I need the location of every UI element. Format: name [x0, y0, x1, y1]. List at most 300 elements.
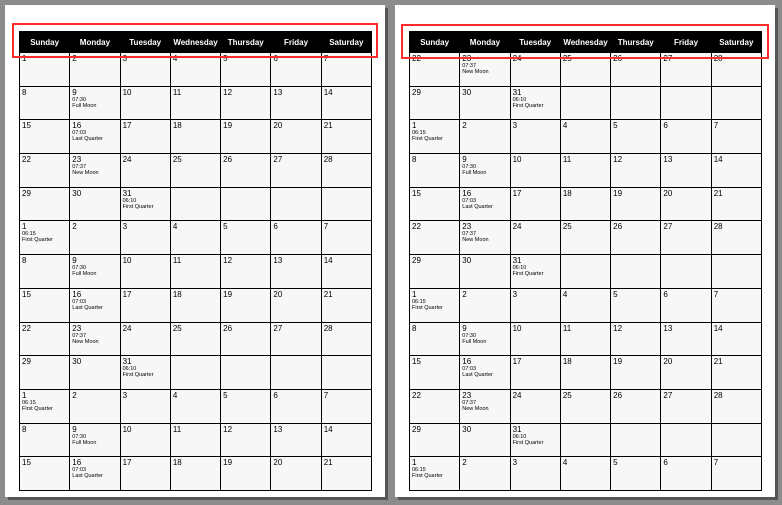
day-number: 3: [122, 390, 128, 400]
day-number: 31: [512, 424, 522, 434]
day-number: 23: [462, 390, 472, 400]
day-cell: [611, 288, 661, 322]
day-cell: [221, 120, 271, 154]
day-number: 7: [713, 458, 719, 468]
week-row: [410, 221, 762, 255]
day-cell: [20, 221, 70, 255]
empty-day-cell: [711, 423, 761, 457]
weekday-header-tuesday: Tuesday: [120, 32, 170, 53]
day-cell: [70, 187, 120, 221]
day-number: 14: [323, 424, 333, 434]
day-number: 24: [512, 222, 522, 232]
day-cell: [321, 423, 371, 457]
empty-day-cell: [321, 356, 371, 390]
empty-day-cell: [170, 187, 220, 221]
day-cell: [510, 288, 560, 322]
day-number: 31: [512, 87, 522, 97]
week-row: [410, 457, 762, 491]
day-cell: [460, 187, 510, 221]
moon-phase-time: 06:15: [412, 298, 426, 305]
day-cell: [271, 86, 321, 120]
day-number: 15: [22, 458, 31, 468]
day-cell: [460, 86, 510, 120]
moon-phase-time: 07:30: [72, 433, 87, 440]
day-number: 7: [323, 390, 329, 400]
day-number: 9: [72, 424, 77, 434]
day-cell: [410, 322, 460, 356]
day-cell: [661, 187, 711, 221]
day-cell: [170, 288, 220, 322]
day-cell: [611, 389, 661, 423]
day-cell: [70, 86, 120, 120]
day-number: 5: [613, 458, 618, 468]
empty-day-cell: [221, 356, 271, 390]
day-number: 13: [273, 424, 283, 434]
day-number: 25: [562, 54, 572, 63]
day-cell: [170, 53, 220, 87]
day-cell: [711, 288, 761, 322]
week-row: [410, 53, 762, 87]
day-number: 9: [462, 323, 467, 333]
day-number: 21: [713, 188, 723, 198]
day-cell: [661, 457, 711, 491]
day-number: 12: [223, 256, 233, 266]
day-cell: [221, 221, 271, 255]
empty-day-cell: [611, 255, 661, 289]
empty-day-cell: [560, 86, 610, 120]
day-number: 26: [613, 54, 623, 63]
day-cell: [410, 154, 460, 188]
day-number: 20: [663, 357, 673, 367]
day-cell: [70, 457, 120, 491]
day-cell: [271, 154, 321, 188]
empty-day-cell: [711, 86, 761, 120]
day-cell: [20, 423, 70, 457]
day-number: 2: [72, 54, 77, 63]
day-number: 17: [512, 357, 522, 367]
calendar-body: [20, 53, 372, 491]
week-row: [20, 86, 372, 120]
moon-phase-label: New Moon: [462, 405, 489, 412]
moon-phase-time: 07:37: [462, 399, 477, 406]
day-number: 5: [223, 222, 228, 232]
day-cell: [711, 53, 761, 87]
day-number: 9: [72, 256, 77, 266]
day-cell: [20, 389, 70, 423]
week-row: [20, 53, 372, 87]
day-number: 21: [323, 121, 333, 131]
day-cell: [271, 53, 321, 87]
day-cell: [221, 255, 271, 289]
day-cell: [170, 389, 220, 423]
day-number: 28: [713, 54, 723, 63]
day-cell: [321, 53, 371, 87]
week-row: [20, 423, 372, 457]
week-row: [20, 221, 372, 255]
moon-phase-label: Last Quarter: [72, 473, 103, 480]
day-number: 18: [562, 188, 572, 198]
day-number: 4: [172, 222, 178, 232]
week-row: [410, 322, 762, 356]
day-cell: [460, 53, 510, 87]
day-number: 7: [323, 222, 329, 232]
day-number: 4: [562, 121, 568, 131]
day-cell: [120, 288, 170, 322]
day-number: 16: [462, 357, 472, 367]
day-number: 6: [273, 390, 278, 400]
day-number: 24: [512, 54, 522, 63]
day-cell: [20, 154, 70, 188]
day-cell: [70, 322, 120, 356]
day-number: 30: [72, 357, 82, 367]
day-number: 17: [122, 289, 132, 299]
day-number: 30: [72, 188, 82, 198]
day-cell: [611, 53, 661, 87]
day-number: 13: [273, 256, 283, 266]
day-cell: [560, 457, 610, 491]
weekday-header-monday: Monday: [460, 32, 510, 53]
day-cell: [410, 356, 460, 390]
moon-phase-time: 07:37: [72, 164, 87, 171]
day-number: 3: [512, 458, 518, 468]
moon-phase-label: Last Quarter: [462, 203, 493, 210]
day-number: 10: [512, 155, 522, 165]
day-number: 15: [22, 289, 31, 299]
day-number: 16: [72, 289, 82, 299]
week-row: [20, 120, 372, 154]
day-cell: [221, 457, 271, 491]
day-number: 31: [122, 357, 132, 367]
day-cell: [170, 423, 220, 457]
day-cell: [661, 53, 711, 87]
day-cell: [410, 457, 460, 491]
day-number: 8: [412, 323, 417, 333]
day-number: 18: [172, 121, 182, 131]
day-cell: [611, 154, 661, 188]
moon-phase-label: First Quarter: [412, 304, 443, 311]
day-number: 30: [462, 424, 472, 434]
day-number: 5: [223, 54, 228, 63]
day-number: 22: [412, 54, 421, 63]
weekday-header-sunday: Sunday: [410, 32, 460, 53]
day-cell: [410, 255, 460, 289]
day-cell: [410, 120, 460, 154]
day-cell: [321, 322, 371, 356]
empty-day-cell: [611, 86, 661, 120]
day-cell: [20, 187, 70, 221]
day-number: 18: [562, 357, 572, 367]
day-cell: [321, 389, 371, 423]
day-number: 30: [462, 256, 472, 266]
day-number: 20: [663, 188, 673, 198]
day-number: 28: [713, 222, 723, 232]
week-row: [410, 288, 762, 322]
day-number: 28: [323, 323, 333, 333]
day-number: 22: [412, 390, 421, 400]
day-cell: [460, 221, 510, 255]
day-number: 8: [22, 424, 27, 434]
day-number: 18: [172, 458, 182, 468]
day-cell: [460, 389, 510, 423]
day-number: 20: [273, 289, 283, 299]
moon-phase-time: 07:03: [462, 197, 477, 204]
day-cell: [510, 423, 560, 457]
day-cell: [221, 322, 271, 356]
empty-day-cell: [271, 356, 321, 390]
day-number: 22: [22, 323, 31, 333]
day-cell: [221, 154, 271, 188]
day-number: 29: [412, 424, 421, 434]
calendar-page-2: [395, 5, 775, 497]
day-number: 14: [713, 323, 723, 333]
moon-phase-time: 06:10: [512, 96, 527, 103]
moon-phase-label: New Moon: [462, 69, 489, 75]
day-cell: [120, 389, 170, 423]
moon-phase-label: Full Moon: [462, 170, 487, 177]
day-number: 6: [273, 222, 278, 232]
day-cell: [321, 255, 371, 289]
moon-phase-time: 07:30: [72, 96, 87, 103]
moon-phase-label: New Moon: [462, 237, 489, 244]
weekday-header-row: [410, 32, 762, 53]
day-number: 2: [462, 289, 467, 299]
day-cell: [170, 154, 220, 188]
empty-day-cell: [711, 255, 761, 289]
day-cell: [661, 120, 711, 154]
moon-phase-label: Last Quarter: [462, 372, 493, 379]
day-number: 1: [22, 222, 27, 232]
day-number: 29: [22, 188, 31, 198]
day-cell: [711, 120, 761, 154]
moon-phase-label: New Moon: [72, 338, 99, 345]
day-number: 12: [613, 323, 623, 333]
weekday-header-saturday: Saturday: [321, 32, 371, 53]
week-row: [20, 255, 372, 289]
day-number: 15: [412, 188, 421, 198]
day-number: 1: [22, 54, 27, 63]
day-cell: [711, 389, 761, 423]
day-number: 5: [613, 289, 618, 299]
day-number: 25: [562, 222, 572, 232]
week-row: [410, 356, 762, 390]
moon-phase-label: Full Moon: [72, 271, 97, 278]
empty-day-cell: [271, 187, 321, 221]
day-number: 24: [122, 155, 132, 165]
day-number: 22: [22, 155, 31, 165]
day-cell: [271, 120, 321, 154]
day-number: 11: [172, 87, 182, 97]
day-cell: [70, 154, 120, 188]
day-cell: [221, 389, 271, 423]
day-cell: [20, 53, 70, 87]
day-cell: [120, 53, 170, 87]
day-cell: [120, 187, 170, 221]
day-cell: [410, 187, 460, 221]
moon-phase-label: First Quarter: [512, 102, 544, 109]
day-cell: [661, 221, 711, 255]
day-number: 17: [512, 188, 522, 198]
moon-phase-time: 07:03: [462, 366, 477, 373]
day-number: 26: [223, 155, 233, 165]
day-cell: [611, 187, 661, 221]
moon-phase-label: New Moon: [72, 170, 99, 177]
day-number: 27: [663, 390, 673, 400]
day-cell: [70, 221, 120, 255]
empty-day-cell: [221, 187, 271, 221]
week-row: [410, 389, 762, 423]
moon-phase-time: 07:30: [72, 265, 87, 272]
day-number: 5: [223, 390, 228, 400]
moon-phase-label: Full Moon: [72, 102, 97, 109]
day-number: 10: [122, 256, 132, 266]
moon-phase-label: First Quarter: [412, 136, 443, 143]
day-cell: [560, 53, 610, 87]
day-cell: [510, 255, 560, 289]
week-row: [20, 288, 372, 322]
day-number: 4: [172, 390, 178, 400]
day-number: 19: [613, 357, 623, 367]
day-number: 4: [562, 289, 568, 299]
weekday-header-wednesday: Wednesday: [170, 32, 220, 53]
week-row: [410, 154, 762, 188]
day-cell: [611, 457, 661, 491]
day-number: 9: [462, 155, 467, 165]
day-cell: [321, 120, 371, 154]
day-number: 3: [512, 289, 518, 299]
day-number: 25: [562, 390, 572, 400]
day-number: 24: [512, 390, 522, 400]
day-cell: [611, 221, 661, 255]
day-number: 15: [22, 121, 31, 131]
day-cell: [460, 457, 510, 491]
week-row: [410, 86, 762, 120]
moon-phase-label: First Quarter: [412, 473, 443, 480]
day-cell: [20, 356, 70, 390]
day-number: 7: [713, 289, 719, 299]
moon-phase-label: Full Moon: [72, 439, 97, 446]
day-cell: [321, 457, 371, 491]
day-cell: [711, 457, 761, 491]
day-cell: [611, 120, 661, 154]
day-number: 27: [663, 222, 673, 232]
day-number: 25: [172, 155, 182, 165]
day-number: 8: [412, 155, 417, 165]
day-number: 27: [273, 155, 283, 165]
day-number: 28: [323, 155, 333, 165]
day-cell: [711, 322, 761, 356]
day-cell: [70, 288, 120, 322]
moon-phase-time: 06:15: [412, 467, 426, 474]
day-cell: [170, 322, 220, 356]
day-number: 21: [323, 458, 333, 468]
day-cell: [321, 288, 371, 322]
day-cell: [510, 221, 560, 255]
day-cell: [510, 322, 560, 356]
moon-phase-time: 07:03: [72, 298, 87, 305]
day-number: 23: [462, 54, 472, 63]
moon-phase-time: 06:15: [22, 399, 36, 406]
week-row: [20, 457, 372, 491]
day-number: 26: [613, 222, 623, 232]
day-number: 1: [22, 390, 27, 400]
day-cell: [560, 120, 610, 154]
day-number: 15: [412, 357, 421, 367]
day-cell: [560, 221, 610, 255]
day-cell: [510, 356, 560, 390]
day-cell: [70, 389, 120, 423]
day-cell: [410, 53, 460, 87]
day-number: 8: [22, 87, 27, 97]
day-number: 5: [613, 121, 618, 131]
day-cell: [120, 322, 170, 356]
day-cell: [70, 53, 120, 87]
day-number: 11: [562, 323, 572, 333]
day-number: 7: [323, 54, 329, 63]
moon-phase-time: 07:37: [462, 63, 477, 69]
day-cell: [120, 255, 170, 289]
day-cell: [661, 322, 711, 356]
day-number: 17: [122, 458, 132, 468]
empty-day-cell: [560, 255, 610, 289]
day-cell: [510, 86, 560, 120]
day-cell: [221, 423, 271, 457]
empty-day-cell: [661, 423, 711, 457]
day-cell: [120, 457, 170, 491]
day-number: 22: [412, 222, 421, 232]
weekday-header-monday: Monday: [70, 32, 120, 53]
day-number: 2: [72, 222, 77, 232]
day-cell: [711, 187, 761, 221]
week-row: [20, 322, 372, 356]
day-cell: [271, 389, 321, 423]
day-number: 27: [663, 54, 673, 63]
day-cell: [611, 356, 661, 390]
day-number: 20: [273, 121, 283, 131]
day-number: 1: [412, 458, 417, 468]
moon-phase-time: 06:10: [512, 433, 527, 440]
day-cell: [70, 356, 120, 390]
day-number: 26: [223, 323, 233, 333]
day-cell: [271, 255, 321, 289]
day-cell: [170, 86, 220, 120]
day-cell: [221, 288, 271, 322]
week-row: [410, 255, 762, 289]
moon-phase-time: 07:03: [72, 467, 87, 474]
day-cell: [560, 288, 610, 322]
weekday-header-wednesday: Wednesday: [560, 32, 610, 53]
day-number: 2: [462, 458, 467, 468]
day-number: 20: [273, 458, 283, 468]
empty-day-cell: [611, 423, 661, 457]
week-row: [20, 154, 372, 188]
moon-phase-label: First Quarter: [512, 439, 544, 446]
day-cell: [70, 423, 120, 457]
day-number: 19: [223, 458, 233, 468]
day-cell: [20, 322, 70, 356]
weekday-header-thursday: Thursday: [221, 32, 271, 53]
day-cell: [510, 457, 560, 491]
day-number: 13: [273, 87, 283, 97]
day-number: 6: [273, 54, 278, 63]
day-cell: [410, 389, 460, 423]
day-number: 1: [412, 121, 417, 131]
day-number: 17: [122, 121, 132, 131]
day-cell: [321, 154, 371, 188]
day-cell: [661, 288, 711, 322]
day-cell: [271, 288, 321, 322]
day-number: 13: [663, 323, 673, 333]
day-cell: [221, 86, 271, 120]
